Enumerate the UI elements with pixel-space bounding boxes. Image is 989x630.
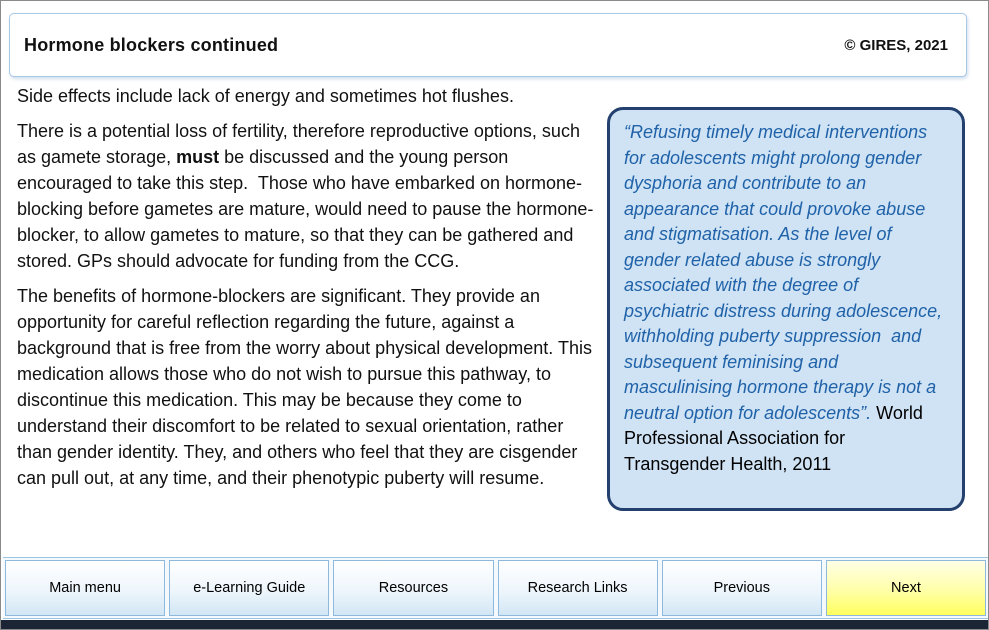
- quote-text: “Refusing timely medical interventions for adolescents might prolong gender dysphoria and contribute to an appearance that could provoke abuse and stigmatisation. As the level of gender related abuse is strongly associated with the degree of psychiatric distress during adolescence, withholding puberty suppression and subsequent feminising and masculinising hormone therapy is not a neutral option for adolescents”.: [624, 122, 948, 423]
- bottom-edge: [1, 620, 988, 629]
- paragraph-fertility-emphasis: must: [176, 147, 220, 167]
- paragraph-fertility-end: be discussed and the young person encouraged to take this step. Those who have embarked on hormone-blocking before gametes are mature, would need to pause the hormone-blocker, to allow gametes to mature, so that they can be gathered and stored. GPs should advocate for funding from the CCG.: [17, 147, 594, 271]
- paragraph-benefits: The benefits of hormone-blockers are significant. They provide an opportunity for careful reflection regarding the future, against a background that is free from the worry about physical development. This medication allows those who do not wish to pursue this pathway, to discontinue this medication. This may be because they come to understand their discomfort to be related to sexual orientation, rather than gender identity. They, and others who feel that they are cisgender can pull out, at any time, and their phenotypic puberty will resume.: [17, 286, 597, 488]
- next-button[interactable]: Next: [826, 560, 986, 616]
- copyright-text: © GIRES, 2021: [844, 36, 948, 54]
- elearning-guide-button[interactable]: e-Learning Guide: [169, 560, 329, 616]
- research-links-button[interactable]: Research Links: [498, 560, 658, 616]
- header-bar: [9, 13, 967, 77]
- page-title: Hormone blockers continued: [24, 34, 279, 55]
- quote-box: [607, 107, 965, 511]
- previous-button[interactable]: Previous: [662, 560, 822, 616]
- body-content: [17, 83, 603, 500]
- paragraph-fertility: [17, 118, 603, 274]
- resources-button[interactable]: Resources: [333, 560, 493, 616]
- main-menu-button[interactable]: Main menu: [5, 560, 165, 616]
- quote-attribution: World Professional Association for Transgender Health, 2011: [624, 402, 928, 474]
- nav-bar: [3, 557, 988, 619]
- paragraph-fertility-start: There is a potential loss of fertility, therefore reproductive options, such as gamete storage,: [17, 121, 585, 167]
- paragraph-side-effects: Side effects include lack of energy and sometimes hot flushes.: [17, 86, 514, 106]
